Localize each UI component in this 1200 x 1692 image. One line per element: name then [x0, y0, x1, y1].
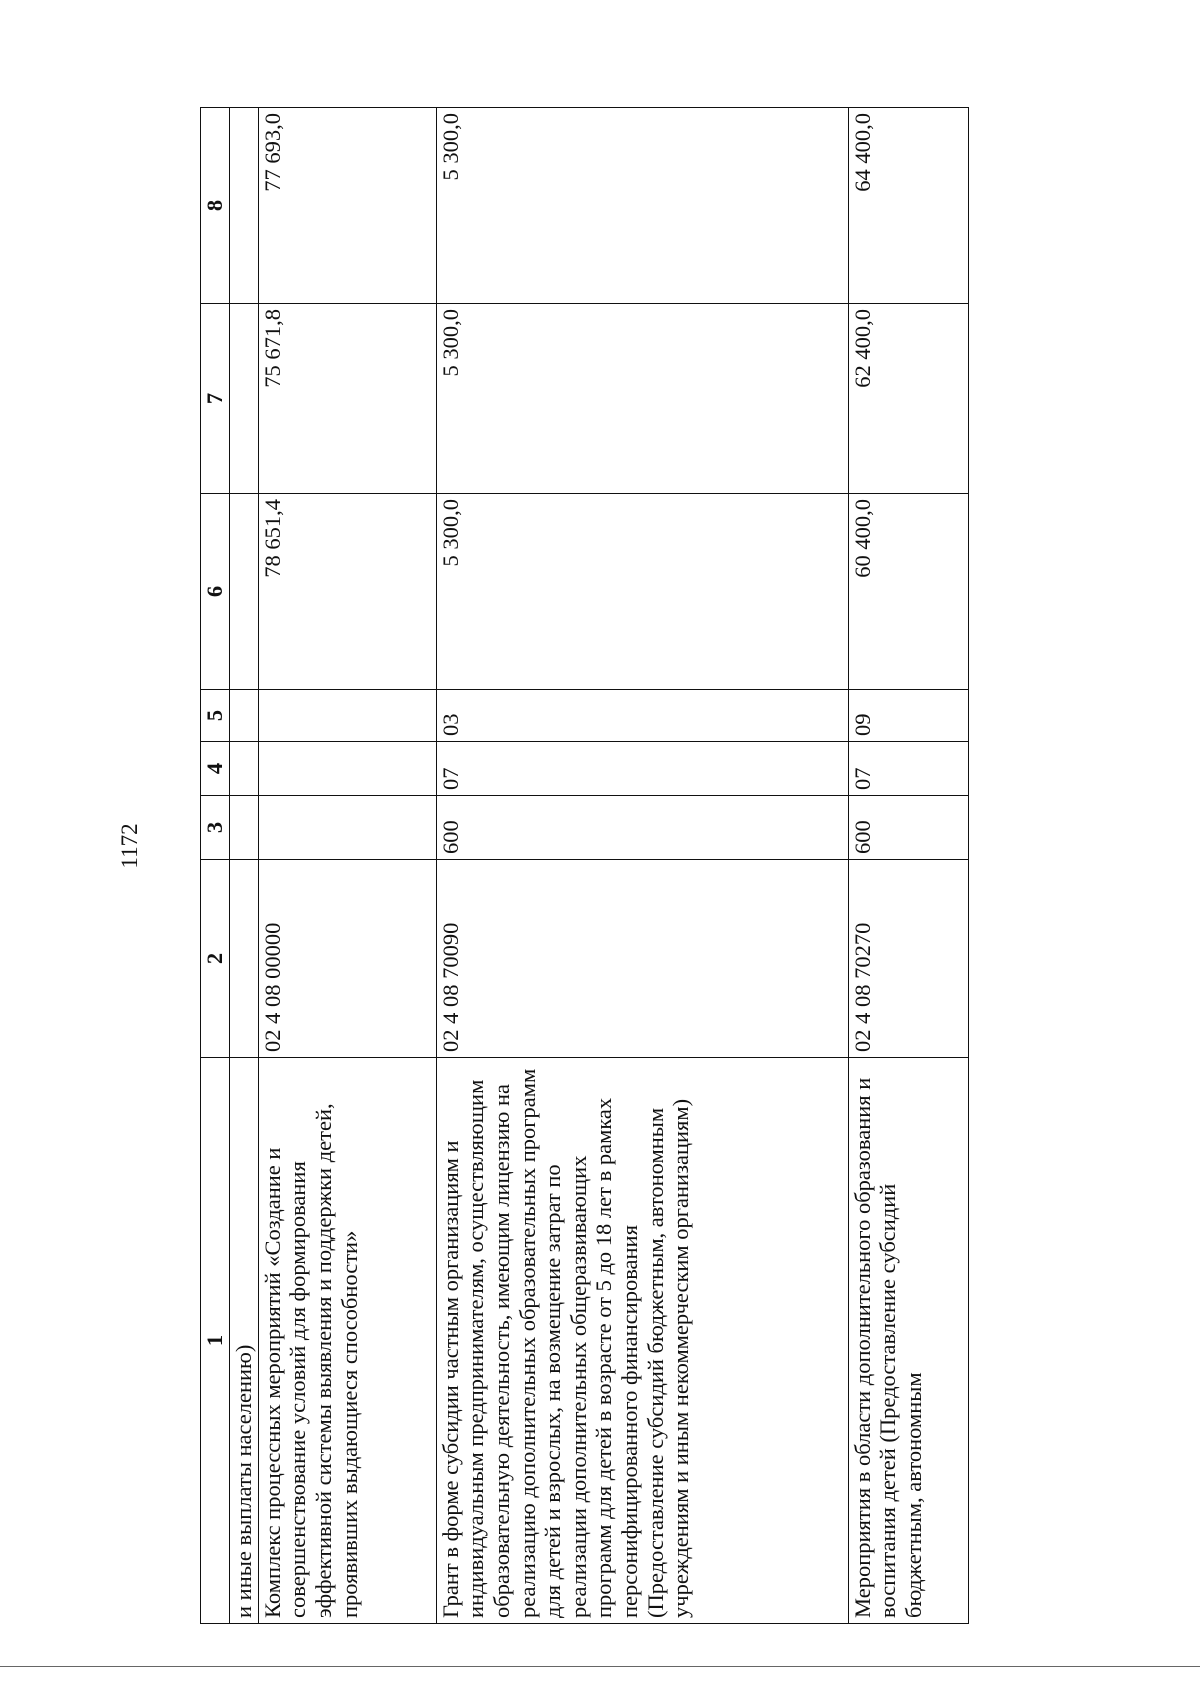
subsection-code: [230, 690, 259, 742]
table-header-row: [201, 108, 230, 1624]
amount-col-7: [230, 304, 259, 494]
header-cell: 6: [201, 494, 230, 690]
rotated-table-container: [200, 108, 1075, 1624]
header-cell: 2: [201, 860, 230, 1058]
header-cell: 8: [201, 108, 230, 304]
table-row: [436, 108, 848, 1624]
amount-col-6: 78 651,4: [258, 494, 436, 690]
amount-col-7: 62 400,0: [848, 304, 968, 494]
amount-col-7: 75 671,8: [258, 304, 436, 494]
amount-col-6: 5 300,0: [436, 494, 848, 690]
section-code: 07: [848, 742, 968, 796]
section-code: [258, 742, 436, 796]
row-name: Мероприятия в области дополнительного образования и воспитания детей (Предоставление субсидий бюджетным, автономным: [848, 1058, 968, 1624]
header-cell: 3: [201, 796, 230, 860]
table-row: [848, 108, 968, 1624]
amount-col-8: 64 400,0: [848, 108, 968, 304]
amount-col-7: 5 300,0: [436, 304, 848, 494]
subsection-code: [258, 690, 436, 742]
target-code: 02 4 08 70090: [436, 860, 848, 1058]
header-cell: 7: [201, 304, 230, 494]
table-row: [230, 108, 259, 1624]
row-name: Грант в форме субсидии частным организациям и индивидуальным предпринимателям, осуществляющим образовательную деятельность, имеющим лицензию на реализацию дополнительных образовательных программ для детей и взрослых, на возмещение затрат по реализации дополнительных общеразвивающих программ для детей в возрасте от 5 до 18 лет в рамках персонифицированного финансирования (Предоставление субсидий бюджетным, автономным учреждениям и иным некоммерческим организациям): [436, 1058, 848, 1624]
section-code: [230, 742, 259, 796]
amount-col-8: [230, 108, 259, 304]
page-number: 1172: [117, 823, 142, 869]
expense-type: [258, 796, 436, 860]
section-code: 07: [436, 742, 848, 796]
target-code: 02 4 08 00000: [258, 860, 436, 1058]
page-bottom-rule: [0, 1666, 1200, 1667]
header-cell: 1: [201, 1058, 230, 1624]
expense-type: 600: [436, 796, 848, 860]
header-cell: 5: [201, 690, 230, 742]
header-cell: 4: [201, 742, 230, 796]
target-code: [230, 860, 259, 1058]
subsection-code: 03: [436, 690, 848, 742]
amount-col-6: 60 400,0: [848, 494, 968, 690]
subsection-code: 09: [848, 690, 968, 742]
target-code: 02 4 08 70270: [848, 860, 968, 1058]
table-row: [258, 108, 436, 1624]
budget-table: [200, 107, 969, 1624]
row-name: Комплекс процессных мероприятий «Создание и совершенствование условий для формирования эффективной системы выявления и поддержки детей, проявивших выдающиеся способности»: [258, 1058, 436, 1624]
amount-col-6: [230, 494, 259, 690]
expense-type: 600: [848, 796, 968, 860]
amount-col-8: 77 693,0: [258, 108, 436, 304]
amount-col-8: 5 300,0: [436, 108, 848, 304]
expense-type: [230, 796, 259, 860]
row-name: и иные выплаты населению): [230, 1058, 259, 1624]
